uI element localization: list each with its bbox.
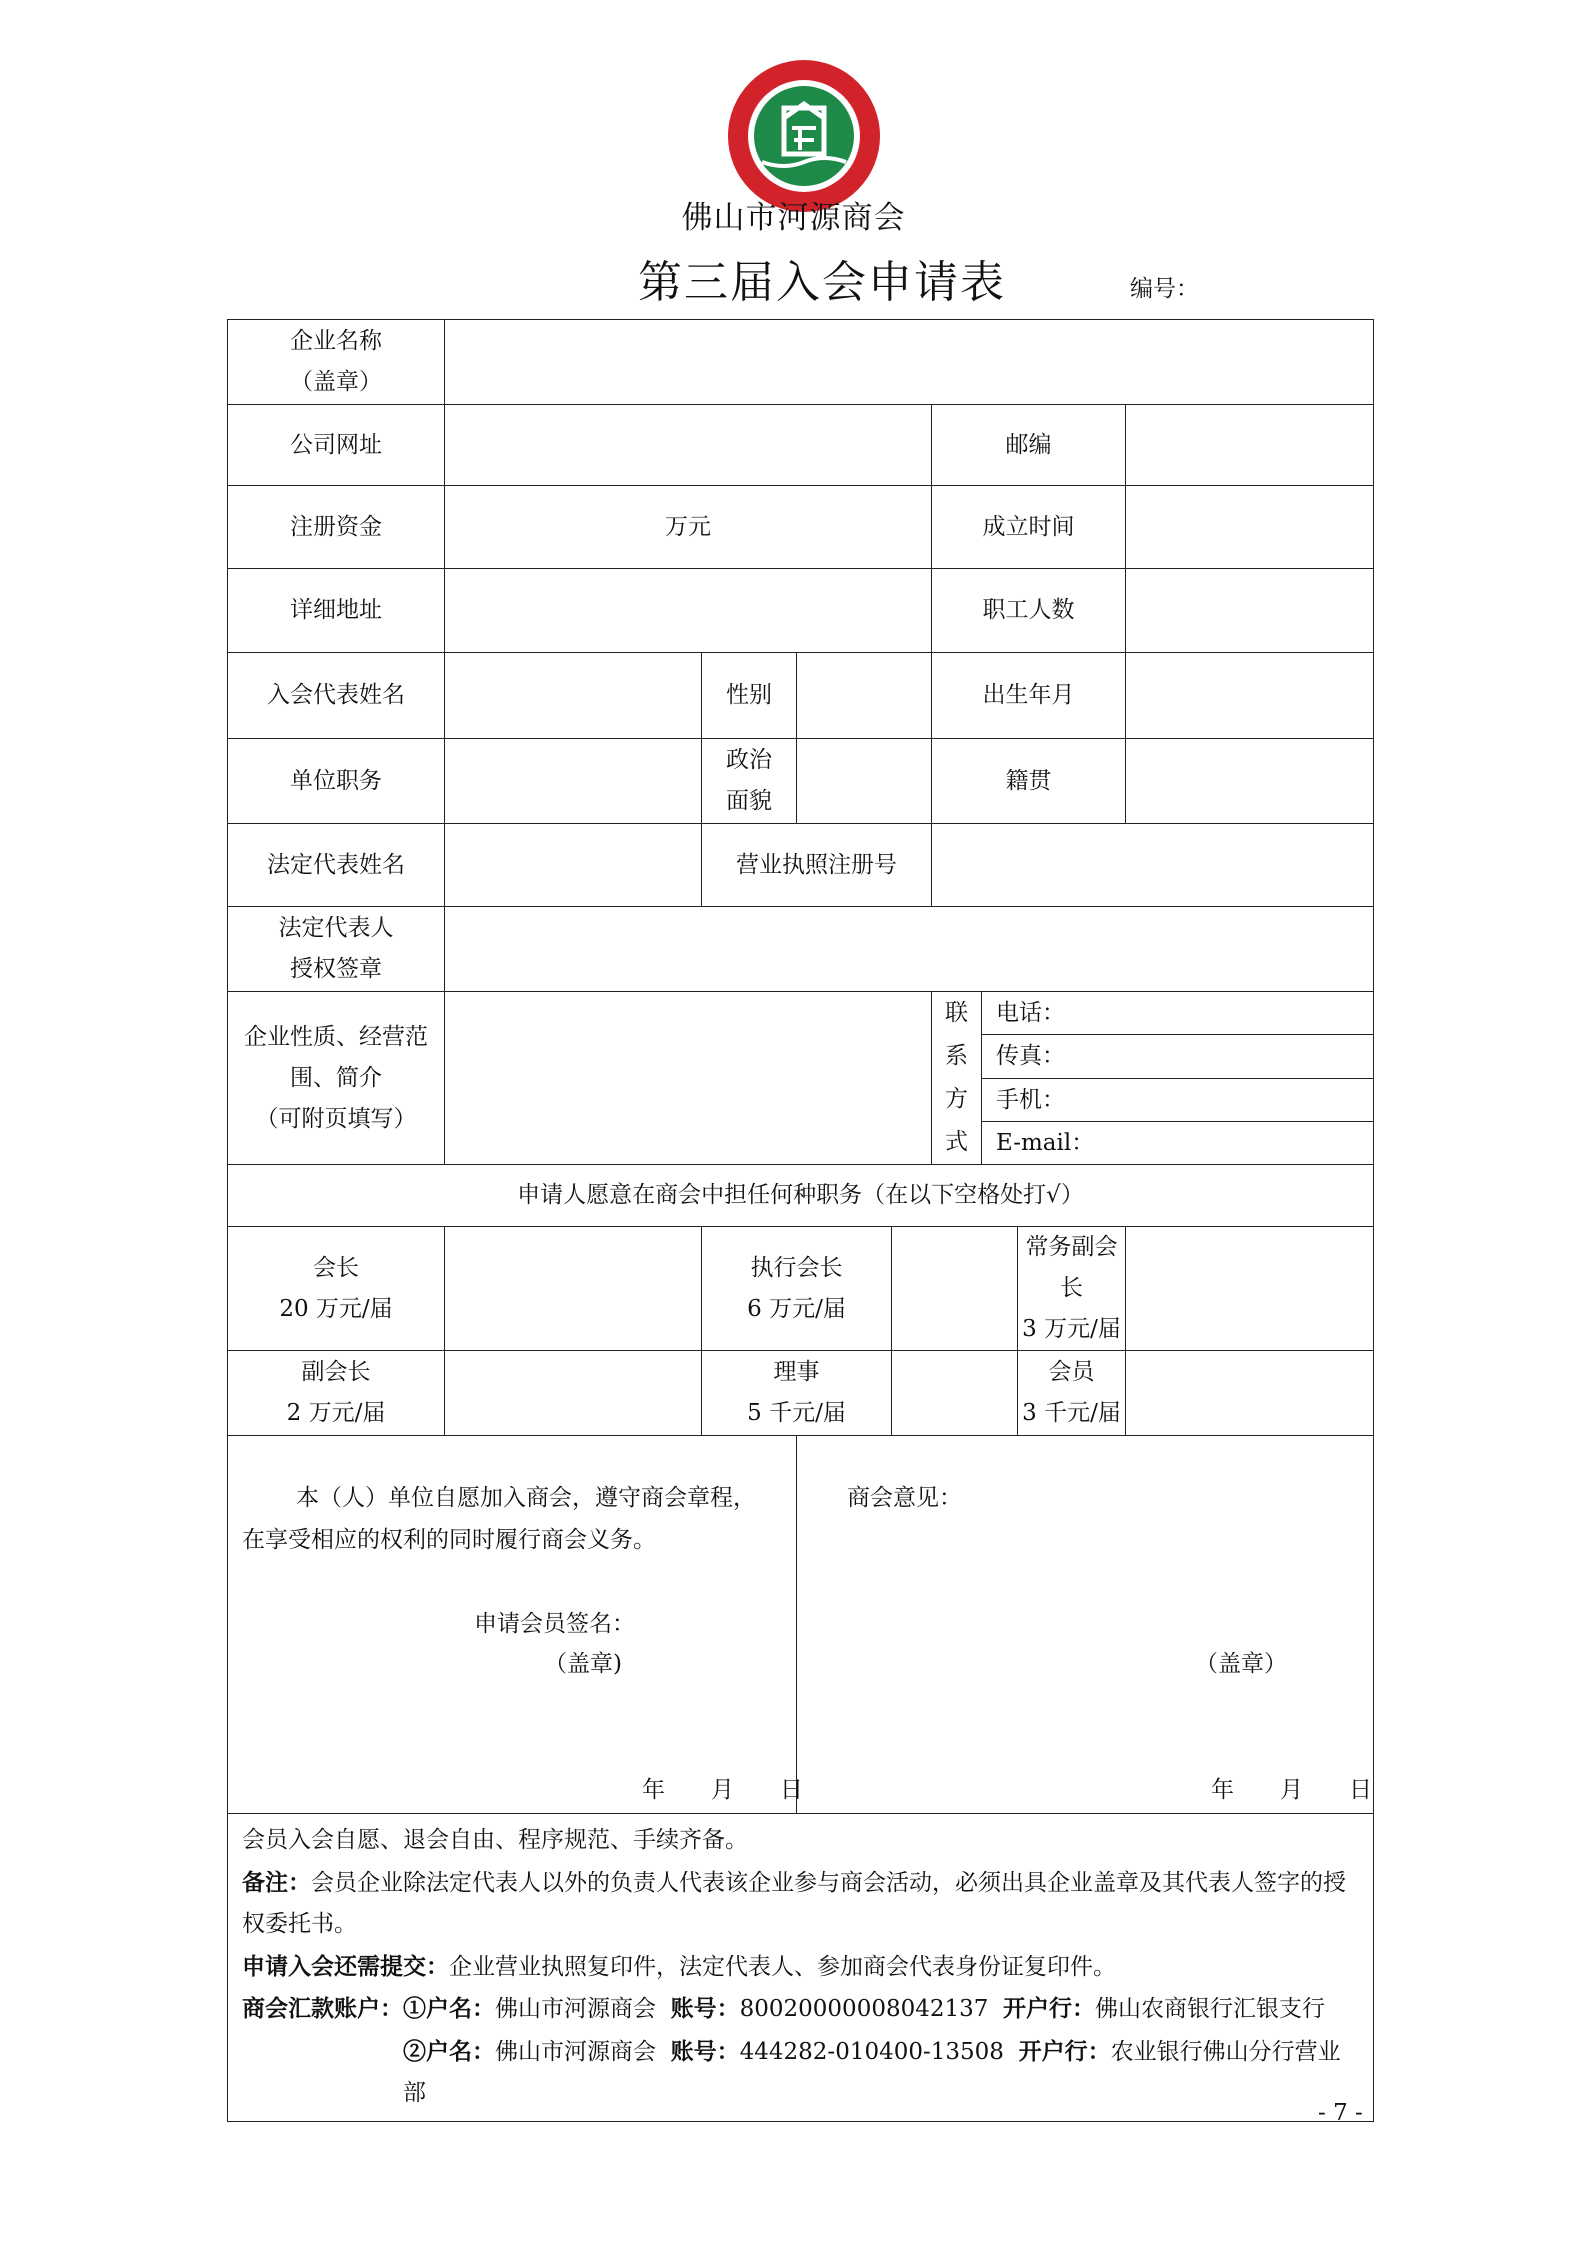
employees-label: 职工人数 [932,569,1126,653]
business-nature-field[interactable] [445,992,932,1165]
legal-rep-label: 法定代表姓名 [228,824,445,907]
business-nature-label: 企业性质、经营范 围、简介 （可附页填写） [228,992,445,1165]
website-field[interactable] [445,405,932,486]
website-label: 公司网址 [228,405,445,486]
declaration-date: 年 月 日 [642,1777,803,1803]
position-field[interactable] [445,739,702,824]
role-standing-vp-check[interactable] [1126,1227,1374,1351]
role-vice-president-check[interactable] [445,1351,702,1436]
page-number: - 7 - [1318,2100,1363,2126]
address-label: 详细地址 [228,569,445,653]
address-field[interactable] [445,569,932,653]
notes-submit: 申请入会还需提交：企业营业执照复印件，法定代表人、参加商会代表身份证复印件。 [242,1952,1116,1980]
legal-rep-field[interactable] [445,824,702,907]
native-place-label: 籍贯 [932,739,1126,824]
birth-field[interactable] [1126,653,1374,739]
rep-name-field[interactable] [445,653,702,739]
declaration-line-1: 本（人）单位自愿加入商会，遵守商会章程， [296,1485,756,1511]
chamber-logo [726,58,882,214]
mobile-field[interactable]: 手机： [982,1078,1374,1121]
opinion-stamp: （盖章） [1195,1651,1287,1677]
authorization-label: 法定代表人 授权签章 [228,907,445,992]
role-director-check[interactable] [892,1351,1018,1436]
form-title: 第三届入会申请表 [638,257,1006,308]
contact-label: 联 系 方 式 [932,992,982,1165]
notes-remark: 备注：会员企业除法定代表人以外的负责人代表该企业参与商会活动，必须出具企业盖章及其代表人签字的授权委托书。 [242,1868,1346,1937]
opinion-label: 商会意见： [847,1485,962,1511]
role-standing-vp: 常务副会长 3 万元/届 [1018,1227,1126,1351]
notes-section [228,1814,1374,2122]
phone-field[interactable]: 电话： [982,992,1374,1035]
political-field[interactable] [797,739,932,824]
license-field[interactable] [932,824,1374,907]
native-place-field[interactable] [1126,739,1374,824]
political-label: 政治 面貌 [702,739,797,824]
company-name-label: 企业名称 （盖章） [228,320,445,405]
fax-field[interactable]: 传真： [982,1035,1374,1078]
roles-heading: 申请人愿意在商会中担任何种职务（在以下空格处打√） [228,1165,1374,1227]
birth-label: 出生年月 [932,653,1126,739]
role-director: 理事 5 千元/届 [702,1351,892,1436]
position-label: 单位职务 [228,739,445,824]
gender-field[interactable] [797,653,932,739]
org-name: 佛山市河源商会 [681,200,906,236]
declaration-section [228,1436,803,1814]
account-1: 商会汇款账户：①户名：佛山市河源商会 账号：80020000008042137 开户行：佛山农商银行汇银支行 [242,1995,1326,2022]
founded-label: 成立时间 [932,486,1126,569]
role-exec-president: 执行会长 6 万元/届 [702,1227,892,1351]
signature-label: 申请会员签名： [474,1611,635,1637]
application-form [227,319,1374,2122]
declaration-line-2: 在享受相应的权利的同时履行商会义务。 [242,1527,656,1553]
authorization-field[interactable] [445,907,1374,992]
postcode-field[interactable] [1126,405,1374,486]
role-president: 会长 20 万元/届 [228,1227,445,1351]
declaration-stamp: （盖章) [544,1651,622,1677]
serial-label: 编号： [1130,276,1199,302]
role-vice-president: 副会长 2 万元/届 [228,1351,445,1436]
role-president-check[interactable] [445,1227,702,1351]
capital-label: 注册资金 [228,486,445,569]
gender-label: 性别 [702,653,797,739]
role-exec-president-check[interactable] [892,1227,1018,1351]
role-member: 会员 3 千元/届 [1018,1351,1126,1436]
opinion-date: 年 月 日 [1211,1777,1372,1803]
rep-name-label: 入会代表姓名 [228,653,445,739]
role-member-check[interactable] [1126,1351,1374,1436]
founded-field[interactable] [1126,486,1374,569]
employees-field[interactable] [1126,569,1374,653]
postcode-label: 邮编 [932,405,1126,486]
company-name-field[interactable] [445,320,1374,405]
notes-line-1: 会员入会自愿、退会自由、程序规范、手续齐备。 [242,1827,748,1853]
opinion-section [797,1436,1374,1814]
account-2: ②户名：佛山市河源商会 账号：444282-010400-13508 开户行：农业银行佛山分行营业部 [403,2037,1341,2106]
license-label: 营业执照注册号 [702,824,932,907]
capital-field[interactable]: 万元 [445,486,932,569]
email-field[interactable]: E-mail： [982,1121,1374,1164]
